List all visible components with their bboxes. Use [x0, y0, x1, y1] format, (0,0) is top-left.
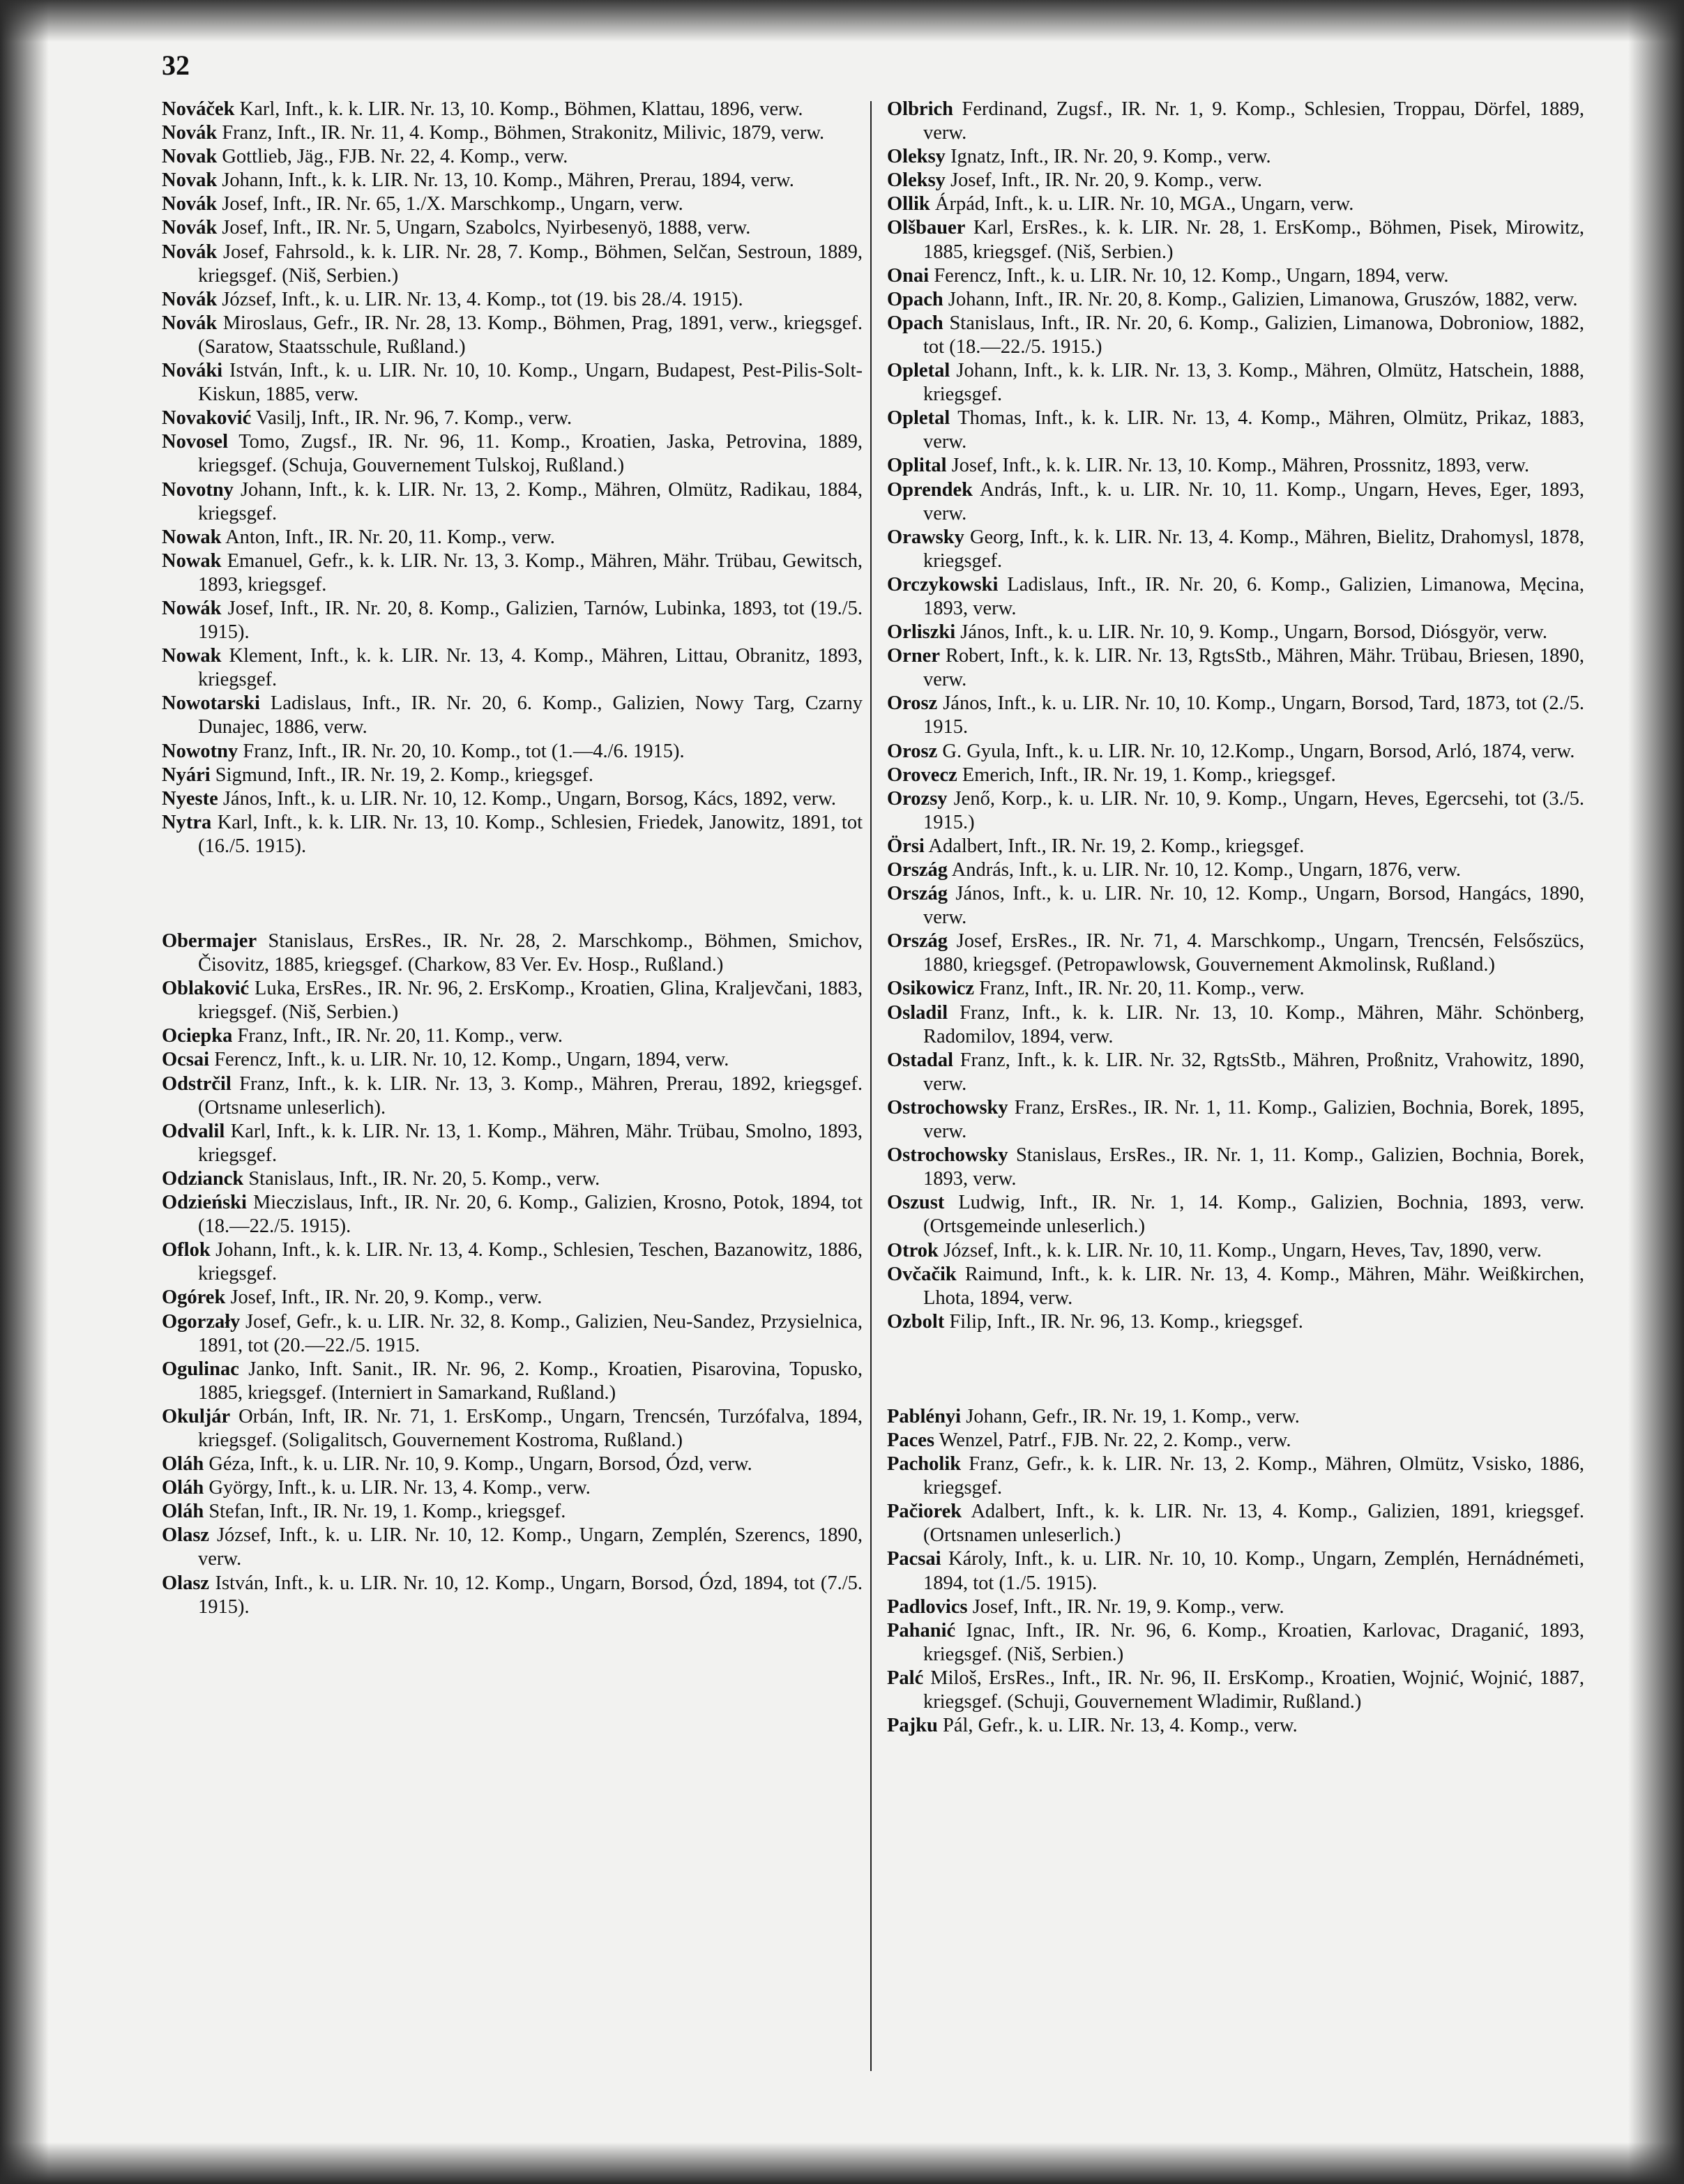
- entry-surname: Nowotarski: [162, 692, 260, 715]
- entry-surname: Novák: [162, 312, 218, 334]
- entry-details: Ferdinand, Zugsf., IR. Nr. 1, 9. Komp., Schlesien, Troppau, Dörfel, 1889, verw.: [923, 98, 1584, 144]
- register-entry: [887, 1049, 1584, 1096]
- entry-details: Emanuel, Gefr., k. k. LIR. Nr. 13, 3. Komp., Mähren, Mähr. Trübau, Gewitsch, 1893, kriegsgef.: [198, 549, 863, 596]
- entry-details: János, Inft., k. u. LIR. Nr. 10, 12. Komp., Ungarn, Borsog, Kács, 1892, verw.: [218, 787, 837, 810]
- entry-surname: Ovčačik: [887, 1263, 957, 1285]
- register-entry: [162, 692, 863, 739]
- entry-surname: Pacholik: [887, 1453, 962, 1476]
- entry-surname: Nowak: [162, 645, 222, 667]
- entry-details: István, Inft., k. u. LIR. Nr. 10, 10. Komp., Ungarn, Budapest, Pest-Pilis-Solt-Kiskun, 1885, verw.: [198, 360, 863, 406]
- entry-surname: Osikowicz: [887, 978, 975, 1000]
- entry-details: József, Inft., k. u. LIR. Nr. 10, 12. Komp., Ungarn, Zemplén, Szerencs, 1890, verw.: [198, 1524, 863, 1570]
- entry-details: Orbán, Inft, IR. Nr. 71, 1. ErsKomp., Ungarn, Trencsén, Turzófalva, 1894, kriegsgef. (Soligalitsch, Gouvernement Kostroma, Rußland.): [198, 1405, 863, 1451]
- entry-details: Josef, Inft., IR. Nr. 65, 1./X. Marschkomp., Ungarn, verw.: [217, 193, 683, 215]
- register-entry: [162, 121, 863, 145]
- register-entry: [162, 977, 863, 1024]
- register-entry: [887, 764, 1584, 787]
- entry-surname: Novaković: [162, 407, 252, 430]
- entry-details: Franz, ErsRes., IR. Nr. 1, 11. Komp., Galizien, Bochnia, Borek, 1895, verw.: [923, 1096, 1584, 1143]
- register-entry: [162, 1500, 863, 1524]
- entry-details: Janko, Inft. Sanit., IR. Nr. 96, 2. Komp., Kroatien, Pisarovina, Topusko, 1885, kriegsgef. (Interniert in Samarkand, Rußland.): [198, 1358, 863, 1404]
- entry-surname: Odstrčil: [162, 1072, 232, 1095]
- entry-surname: Odzieński: [162, 1192, 247, 1214]
- register-entry: [162, 1572, 863, 1619]
- entry-details: Franz, Inft., k. k. LIR. Nr. 32, RgtsStb., Mähren, Proßnitz, Vrahowitz, 1890, verw.: [923, 1049, 1584, 1095]
- entry-details: Jenő, Korp., k. u. LIR. Nr. 10, 9. Komp., Ungarn, Heves, Egercsehi, tot (3./5. 1915.): [923, 787, 1584, 833]
- register-entry: [162, 1453, 863, 1476]
- group-spacer: [162, 858, 863, 930]
- entry-surname: Nováček: [162, 98, 235, 120]
- entry-details: Ladislaus, Inft., IR. Nr. 20, 6. Komp., Galizien, Nowy Targ, Czarny Dunajec, 1886, verw.: [198, 692, 863, 738]
- register-entry: [887, 1667, 1584, 1714]
- entry-details: Luka, ErsRes., IR. Nr. 96, 2. ErsKomp., Kroatien, Glina, Kraljevčani, 1883, kriegsgef. (Niš, Serbien.): [198, 978, 863, 1024]
- entry-group-p: [887, 1405, 1584, 1738]
- register-entry: [162, 1072, 863, 1120]
- register-entry: [887, 526, 1584, 573]
- entry-surname: Nyeste: [162, 787, 218, 810]
- register-entry: [887, 1453, 1584, 1500]
- entry-details: Robert, Inft., k. k. LIR. Nr. 13, RgtsStb., Mähren, Mähr. Trübau, Briesen, 1890, verw.: [923, 645, 1584, 691]
- entry-details: Pál, Gefr., k. u. LIR. Nr. 13, 4. Komp., verw.: [937, 1715, 1298, 1737]
- register-entry: [162, 192, 863, 216]
- register-entry: [887, 1096, 1584, 1144]
- entry-details: Johann, Inft., k. k. LIR. Nr. 13, 3. Komp., Mähren, Olmütz, Hatschein, 1888, kriegsgef.: [923, 360, 1584, 406]
- entry-details: Franz, Inft., k. k. LIR. Nr. 13, 3. Komp., Mähren, Prerau, 1892, kriegsgef. (Ortsname unleserlich).: [198, 1072, 863, 1118]
- register-entry: [162, 811, 863, 858]
- register-entry: [162, 430, 863, 478]
- entry-surname: Opach: [887, 288, 943, 310]
- register-entry: [887, 1144, 1584, 1191]
- register-entry: [162, 1524, 863, 1571]
- register-entry: [162, 1358, 863, 1405]
- entry-details: Johann, Inft., k. k. LIR. Nr. 13, 2. Komp., Mähren, Olmütz, Radikau, 1884, kriegsgef.: [198, 478, 863, 524]
- scan-edge-top: [0, 0, 1684, 42]
- register-entry: [162, 312, 863, 359]
- register-entry: [887, 1405, 1584, 1429]
- entry-details: Josef, Inft., IR. Nr. 19, 9. Komp., verw.: [967, 1595, 1284, 1618]
- entry-details: János, Inft., k. u. LIR. Nr. 10, 12. Komp., Ungarn, Borsod, Hangács, 1890, verw.: [923, 883, 1584, 929]
- entry-surname: Osladil: [887, 1001, 948, 1024]
- entry-surname: Orawsky: [887, 526, 964, 548]
- entry-details: Stanislaus, Inft., IR. Nr. 20, 5. Komp., verw.: [243, 1167, 600, 1190]
- register-entry: [887, 858, 1584, 882]
- register-entry: [887, 264, 1584, 288]
- entry-surname: Novak: [162, 146, 218, 168]
- entry-details: Stanislaus, ErsRes., IR. Nr. 28, 2. Marschkomp., Böhmen, Smichov, Čisovitz, 1885, kriegsgef. (Charkow, 83 Ver. Ev. Hosp., Rußland.): [198, 930, 863, 976]
- register-entry: [887, 1547, 1584, 1595]
- register-entry: [887, 407, 1584, 454]
- entry-surname: Opletal: [887, 360, 950, 382]
- register-entry: [162, 597, 863, 644]
- entry-details: András, Inft., k. u. LIR. Nr. 10, 11. Komp., Ungarn, Heves, Eger, 1893, verw.: [923, 478, 1584, 524]
- entry-surname: Orosz: [887, 740, 938, 762]
- entry-details: Franz, Inft., IR. Nr. 20, 11. Komp., verw.: [974, 978, 1305, 1000]
- entry-surname: Novak: [162, 169, 218, 192]
- register-entry: [887, 1595, 1584, 1619]
- entry-surname: Pablényi: [887, 1405, 962, 1427]
- entry-surname: Oláh: [162, 1501, 204, 1523]
- entry-surname: Oflok: [162, 1239, 211, 1261]
- entry-details: Johann, Inft., k. k. LIR. Nr. 13, 10. Komp., Mähren, Prerau, 1894, verw.: [217, 169, 794, 192]
- register-entry: [162, 288, 863, 312]
- entry-surname: Ogulinac: [162, 1358, 239, 1380]
- entry-details: Ignac, Inft., IR. Nr. 96, 6. Komp., Kroatien, Karlovac, Draganić, 1893, kriegsgef. (Niš, Serbien.): [923, 1619, 1584, 1665]
- entry-surname: Ollik: [887, 193, 930, 215]
- entry-details: Anton, Inft., IR. Nr. 20, 11. Komp., verw.: [221, 526, 555, 548]
- register-entry: [887, 573, 1584, 621]
- entry-details: G. Gyula, Inft., k. u. LIR. Nr. 10, 12.Komp., Ungarn, Borsod, Arló, 1874, verw.: [937, 740, 1575, 762]
- register-entry: [887, 621, 1584, 644]
- register-entry: [887, 1714, 1584, 1738]
- entry-surname: Ogórek: [162, 1287, 226, 1309]
- entry-details: György, Inft., k. u. LIR. Nr. 13, 4. Komp., verw.: [204, 1477, 591, 1499]
- register-entry: [162, 478, 863, 526]
- entry-surname: Olasz: [162, 1524, 210, 1547]
- entry-details: István, Inft., k. u. LIR. Nr. 10, 12. Komp., Ungarn, Borsod, Ózd, 1894, tot (7./5. 1915).: [198, 1572, 863, 1618]
- entry-surname: Örsi: [887, 835, 925, 857]
- register-entry: [162, 1048, 863, 1072]
- register-entry: [887, 1619, 1584, 1667]
- entry-surname: Olšbauer: [887, 217, 966, 239]
- entry-details: Josef, Fahrsold., k. k. LIR. Nr. 28, 7. Komp., Böhmen, Selčan, Sestroun, 1889, kriegsgef. (Niš, Serbien.): [198, 241, 863, 287]
- register-entry: [887, 835, 1584, 858]
- entry-details: Tomo, Zugsf., IR. Nr. 96, 11. Komp., Kroatien, Jaska, Petrovina, 1889, kriegsgef. (Schuja, Gouvernement Tulskoj, Rußland.): [198, 431, 863, 477]
- entry-surname: Ostrochowsky: [887, 1096, 1008, 1118]
- entry-surname: Onai: [887, 264, 930, 287]
- register-entry: [887, 359, 1584, 407]
- entry-surname: Ostrochowsky: [887, 1144, 1008, 1167]
- register-entry: [162, 740, 863, 764]
- register-entry: [887, 1429, 1584, 1453]
- entry-surname: Opach: [887, 312, 943, 334]
- entry-details: Franz, Inft., k. k. LIR. Nr. 13, 10. Komp., Mähren, Mähr. Schönberg, Radomilov, 1894, verw.: [923, 1001, 1584, 1047]
- register-entry: [162, 241, 863, 288]
- register-entry: [162, 1405, 863, 1453]
- register-entry: [887, 192, 1584, 216]
- entry-details: Adalbert, Inft., IR. Nr. 19, 2. Komp., kriegsgef.: [924, 835, 1305, 857]
- entry-details: Josef, Gefr., k. u. LIR. Nr. 32, 8. Komp., Galizien, Neu-Sandez, Przysielnica, 1891, tot (20.—22./5. 1915.: [198, 1310, 863, 1356]
- entry-details: Ludwig, Inft., IR. Nr. 1, 14. Komp., Galizien, Bochnia, 1893, verw. (Ortsgemeinde unleserlich.): [923, 1192, 1584, 1238]
- entry-details: Raimund, Inft., k. k. LIR. Nr. 13, 4. Komp., Mähren, Mähr. Weißkirchen, Lhota, 1894, verw.: [923, 1263, 1584, 1309]
- register-entry: [162, 169, 863, 192]
- entry-details: Filip, Inft., IR. Nr. 96, 13. Komp., kriegsgef.: [944, 1310, 1303, 1333]
- left-column: [162, 98, 863, 1619]
- entry-surname: Oláh: [162, 1453, 204, 1476]
- register-entry: [162, 98, 863, 121]
- entry-surname: Pajku: [887, 1715, 938, 1737]
- register-entry: [887, 1263, 1584, 1310]
- entry-surname: Novák: [162, 193, 218, 215]
- entry-details: Karl, ErsRes., k. k. LIR. Nr. 28, 1. ErsKomp., Böhmen, Pisek, Mirowitz, 1885, kriegsgef. (Niš, Serbien.): [923, 217, 1584, 263]
- entry-surname: Oblaković: [162, 978, 250, 1000]
- register-entry: [887, 787, 1584, 835]
- entry-surname: Ország: [887, 859, 948, 881]
- register-entry: [162, 1476, 863, 1500]
- register-entry: [162, 1120, 863, 1167]
- entry-surname: Otrok: [887, 1239, 939, 1261]
- entry-group-o: [887, 98, 1584, 1334]
- entry-surname: Oplital: [887, 455, 947, 477]
- register-entry: [887, 1191, 1584, 1238]
- entry-details: Karl, Inft., k. k. LIR. Nr. 13, 1. Komp., Mähren, Mähr. Trübau, Smolno, 1893, kriegsgef.: [198, 1120, 863, 1166]
- register-entry: [887, 740, 1584, 764]
- register-entry: [162, 145, 863, 169]
- entry-details: Vasilj, Inft., IR. Nr. 96, 7. Komp., verw.: [251, 407, 572, 430]
- entry-details: Adalbert, Inft., k. k. LIR. Nr. 13, 4. Komp., Galizien, 1891, kriegsgef. (Ortsnamen unleserlich.): [923, 1501, 1584, 1547]
- register-entry: [887, 1001, 1584, 1049]
- register-entry: [887, 145, 1584, 169]
- entry-details: Stefan, Inft., IR. Nr. 19, 1. Komp., kriegsgef.: [204, 1501, 566, 1523]
- entry-details: Josef, Inft., IR. Nr. 20, 8. Komp., Galizien, Tarnów, Lubinka, 1893, tot (19./5. 1915).: [198, 597, 863, 644]
- register-entry: [162, 1286, 863, 1310]
- entry-details: Mieczislaus, Inft., IR. Nr. 20, 6. Komp., Galizien, Krosno, Potok, 1894, tot (18.—22./5. 1915).: [198, 1192, 863, 1238]
- register-entry: [162, 216, 863, 240]
- entry-details: Josef, ErsRes., IR. Nr. 71, 4. Marschkomp., Ungarn, Trencsén, Felsőszücs, 1880, kriegsgef. (Petropawlowsk, Gouvernement Akmolinsk, Rußland.): [923, 930, 1584, 976]
- entry-surname: Ostadal: [887, 1049, 954, 1071]
- entry-surname: Oleksy: [887, 169, 946, 192]
- entry-details: Josef, Inft., IR. Nr. 20, 9. Komp., verw.: [225, 1287, 543, 1309]
- register-entry: [887, 216, 1584, 264]
- entry-details: Franz, Inft., IR. Nr. 11, 4. Komp., Böhmen, Strakonitz, Milivic, 1879, verw.: [217, 122, 825, 144]
- entry-details: Karl, Inft., k. k. LIR. Nr. 13, 10. Komp., Böhmen, Klattau, 1896, verw.: [234, 98, 803, 120]
- entry-details: Emerich, Inft., IR. Nr. 19, 1. Komp., kriegsgef.: [957, 764, 1336, 786]
- entry-surname: Orosz: [887, 692, 938, 715]
- entry-group-o: [162, 930, 863, 1619]
- register-entry: [162, 1024, 863, 1048]
- entry-details: Árpád, Inft., k. u. LIR. Nr. 10, MGA., Ungarn, verw.: [930, 193, 1354, 215]
- entry-details: Thomas, Inft., k. k. LIR. Nr. 13, 4. Komp., Mähren, Olmütz, Prikaz, 1883, verw.: [923, 407, 1584, 453]
- page-number: 32: [162, 50, 190, 81]
- register-entry: [162, 644, 863, 692]
- entry-details: Ladislaus, Inft., IR. Nr. 20, 6. Komp., Galizien, Limanowa, Męcina, 1893, verw.: [923, 573, 1584, 619]
- entry-details: Josef, Inft., k. k. LIR. Nr. 13, 10. Komp., Mähren, Prossnitz, 1893, verw.: [946, 455, 1530, 477]
- entry-surname: Odzianck: [162, 1167, 244, 1190]
- entry-details: Klement, Inft., k. k. LIR. Nr. 13, 4. Komp., Mähren, Littau, Obranitz, 1893, kriegsgef.: [198, 645, 863, 691]
- register-entry: [162, 526, 863, 549]
- entry-surname: Olasz: [162, 1572, 210, 1594]
- entry-details: Josef, Inft., IR. Nr. 20, 9. Komp., verw.: [945, 169, 1263, 192]
- register-entry: [887, 1239, 1584, 1263]
- entry-details: Miloš, ErsRes., Inft., IR. Nr. 96, II. ErsKomp., Kroatien, Wojnić, Wojnić, 1887, kriegsgef. (Schuji, Gouvernement Wladimir, Rußland.): [923, 1667, 1584, 1713]
- register-entry: [162, 359, 863, 407]
- entry-details: Johann, Gefr., IR. Nr. 19, 1. Komp., verw.: [961, 1405, 1300, 1427]
- entry-details: Franz, Gefr., k. k. LIR. Nr. 13, 2. Komp., Mähren, Olmütz, Vsisko, 1886, kriegsgef.: [923, 1453, 1584, 1499]
- entry-surname: Novák: [162, 288, 218, 310]
- entry-surname: Nowotny: [162, 740, 238, 762]
- entry-surname: Nytra: [162, 811, 212, 833]
- register-entry: [887, 1310, 1584, 1334]
- entry-surname: Paces: [887, 1429, 935, 1451]
- register-entry: [887, 692, 1584, 739]
- entry-surname: Padlovics: [887, 1595, 968, 1618]
- register-entry: [887, 478, 1584, 526]
- register-entry: [887, 930, 1584, 977]
- register-entry: [887, 454, 1584, 478]
- entry-surname: Oleksy: [887, 146, 946, 168]
- entry-details: József, Inft., k. u. LIR. Nr. 13, 4. Komp., tot (19. bis 28./4. 1915).: [217, 288, 743, 310]
- entry-surname: Orozsy: [887, 787, 948, 810]
- entry-surname: Odvalil: [162, 1120, 225, 1142]
- entry-surname: Novák: [162, 241, 218, 263]
- entry-details: János, Inft., k. u. LIR. Nr. 10, 9. Komp., Ungarn, Borsod, Diósgyör, verw.: [955, 621, 1547, 644]
- register-entry: [162, 787, 863, 811]
- entry-group-n: [162, 98, 863, 858]
- entry-surname: Opletal: [887, 407, 950, 430]
- register-entry: [887, 977, 1584, 1001]
- entry-surname: Pačiorek: [887, 1501, 962, 1523]
- entry-details: Géza, Inft., k. u. LIR. Nr. 10, 9. Komp., Ungarn, Borsod, Ózd, verw.: [204, 1453, 752, 1476]
- entry-surname: Ocsai: [162, 1049, 210, 1071]
- register-entry: [887, 98, 1584, 145]
- entry-surname: Ogorzały: [162, 1310, 241, 1333]
- register-entry: [887, 169, 1584, 192]
- entry-surname: Novosel: [162, 431, 228, 453]
- entry-surname: Okuljár: [162, 1405, 231, 1427]
- scan-edge-left: [0, 0, 49, 2184]
- scan-edge-right: [1628, 0, 1684, 2184]
- entry-surname: Ozbolt: [887, 1310, 945, 1333]
- entry-details: Sigmund, Inft., IR. Nr. 19, 2. Komp., kriegsgef.: [210, 764, 594, 786]
- entry-details: Franz, Inft., IR. Nr. 20, 11. Komp., verw.: [232, 1025, 563, 1047]
- register-entry: [162, 1191, 863, 1238]
- entry-surname: Palć: [887, 1667, 924, 1689]
- entry-surname: Novák: [162, 217, 218, 239]
- entry-details: Ignatz, Inft., IR. Nr. 20, 9. Komp., verw.: [945, 146, 1271, 168]
- entry-surname: Nowak: [162, 549, 222, 572]
- register-entry: [162, 1238, 863, 1286]
- right-column: [887, 98, 1584, 1738]
- entry-details: Károly, Inft., k. u. LIR. Nr. 10, 10. Komp., Ungarn, Zemplén, Hernádnémeti, 1894, tot (1./5. 1915).: [923, 1548, 1584, 1594]
- entry-surname: Nowak: [162, 526, 222, 548]
- entry-details: János, Inft., k. u. LIR. Nr. 10, 10. Komp., Ungarn, Borsod, Tard, 1873, tot (2./5. 1915.: [923, 692, 1584, 738]
- entry-details: Josef, Inft., IR. Nr. 5, Ungarn, Szabolcs, Nyirbesenyö, 1888, verw.: [217, 217, 751, 239]
- entry-surname: Oláh: [162, 1477, 204, 1499]
- entry-surname: Ociepka: [162, 1025, 233, 1047]
- entry-details: Ferencz, Inft., k. u. LIR. Nr. 10, 12. Komp., Ungarn, 1894, verw.: [929, 264, 1449, 287]
- entry-details: András, Inft., k. u. LIR. Nr. 10, 12. Komp., Ungarn, 1876, verw.: [948, 859, 1461, 881]
- register-entry: [162, 1167, 863, 1191]
- register-entry: [162, 930, 863, 977]
- register-entry: [887, 312, 1584, 359]
- entry-surname: Orczykowski: [887, 573, 999, 596]
- entry-details: Stanislaus, ErsRes., IR. Nr. 1, 11. Komp., Galizien, Bochnia, Borek, 1893, verw.: [923, 1144, 1584, 1190]
- column-divider: [870, 101, 872, 2071]
- entry-details: Wenzel, Patrf., FJB. Nr. 22, 2. Komp., verw.: [934, 1429, 1291, 1451]
- entry-surname: Nyári: [162, 764, 211, 786]
- entry-surname: Oprendek: [887, 478, 973, 501]
- scan-edge-bottom: [0, 2142, 1684, 2184]
- register-entry: [887, 288, 1584, 312]
- entry-surname: Ország: [887, 883, 948, 905]
- entry-details: Johann, Inft., IR. Nr. 20, 8. Komp., Galizien, Limanowa, Gruszów, 1882, verw.: [943, 288, 1578, 310]
- entry-details: Karl, Inft., k. k. LIR. Nr. 13, 10. Komp., Schlesien, Friedek, Janowitz, 1891, tot (16./5. 1915).: [198, 811, 863, 857]
- register-entry: [162, 549, 863, 597]
- entry-details: Miroslaus, Gefr., IR. Nr. 28, 13. Komp., Böhmen, Prag, 1891, verw., kriegsgef. (Saratow, Staatsschule, Rußland.): [198, 312, 863, 358]
- entry-surname: Pahanić: [887, 1619, 956, 1641]
- entry-details: Franz, Inft., IR. Nr. 20, 10. Komp., tot (1.—4./6. 1915).: [238, 740, 685, 762]
- register-entry: [887, 1500, 1584, 1547]
- entry-surname: Orliszki: [887, 621, 956, 644]
- entry-details: Stanislaus, Inft., IR. Nr. 20, 6. Komp., Galizien, Limanowa, Dobroniow, 1882, tot (18.—22./5. 1915.): [923, 312, 1584, 358]
- register-entry: [162, 1310, 863, 1358]
- entry-details: József, Inft., k. k. LIR. Nr. 10, 11. Komp., Ungarn, Heves, Tav, 1890, verw.: [938, 1239, 1542, 1261]
- entry-details: Johann, Inft., k. k. LIR. Nr. 13, 4. Komp., Schlesien, Teschen, Bazanowitz, 1886, kriegsgef.: [198, 1239, 863, 1285]
- entry-surname: Nowák: [162, 597, 222, 619]
- group-spacer: [887, 1334, 1584, 1405]
- entry-surname: Obermajer: [162, 930, 257, 952]
- register-entry: [162, 764, 863, 787]
- entry-surname: Olbrich: [887, 98, 954, 120]
- entry-surname: Novotny: [162, 478, 234, 501]
- entry-surname: Orovecz: [887, 764, 957, 786]
- entry-surname: Oszust: [887, 1192, 945, 1214]
- entry-surname: Nováki: [162, 360, 223, 382]
- register-entry: [162, 407, 863, 430]
- entry-details: Georg, Inft., k. k. LIR. Nr. 13, 4. Komp., Mähren, Bielitz, Drahomysl, 1878, kriegsgef.: [923, 526, 1584, 572]
- entry-details: Gottlieb, Jäg., FJB. Nr. 22, 4. Komp., verw.: [217, 146, 568, 168]
- entry-surname: Pacsai: [887, 1548, 941, 1570]
- entry-surname: Novák: [162, 122, 218, 144]
- entry-surname: Ország: [887, 930, 948, 953]
- register-entry: [887, 882, 1584, 930]
- entry-surname: Orner: [887, 645, 940, 667]
- register-entry: [887, 644, 1584, 692]
- entry-details: Ferencz, Inft., k. u. LIR. Nr. 10, 12. Komp., Ungarn, 1894, verw.: [209, 1049, 729, 1071]
